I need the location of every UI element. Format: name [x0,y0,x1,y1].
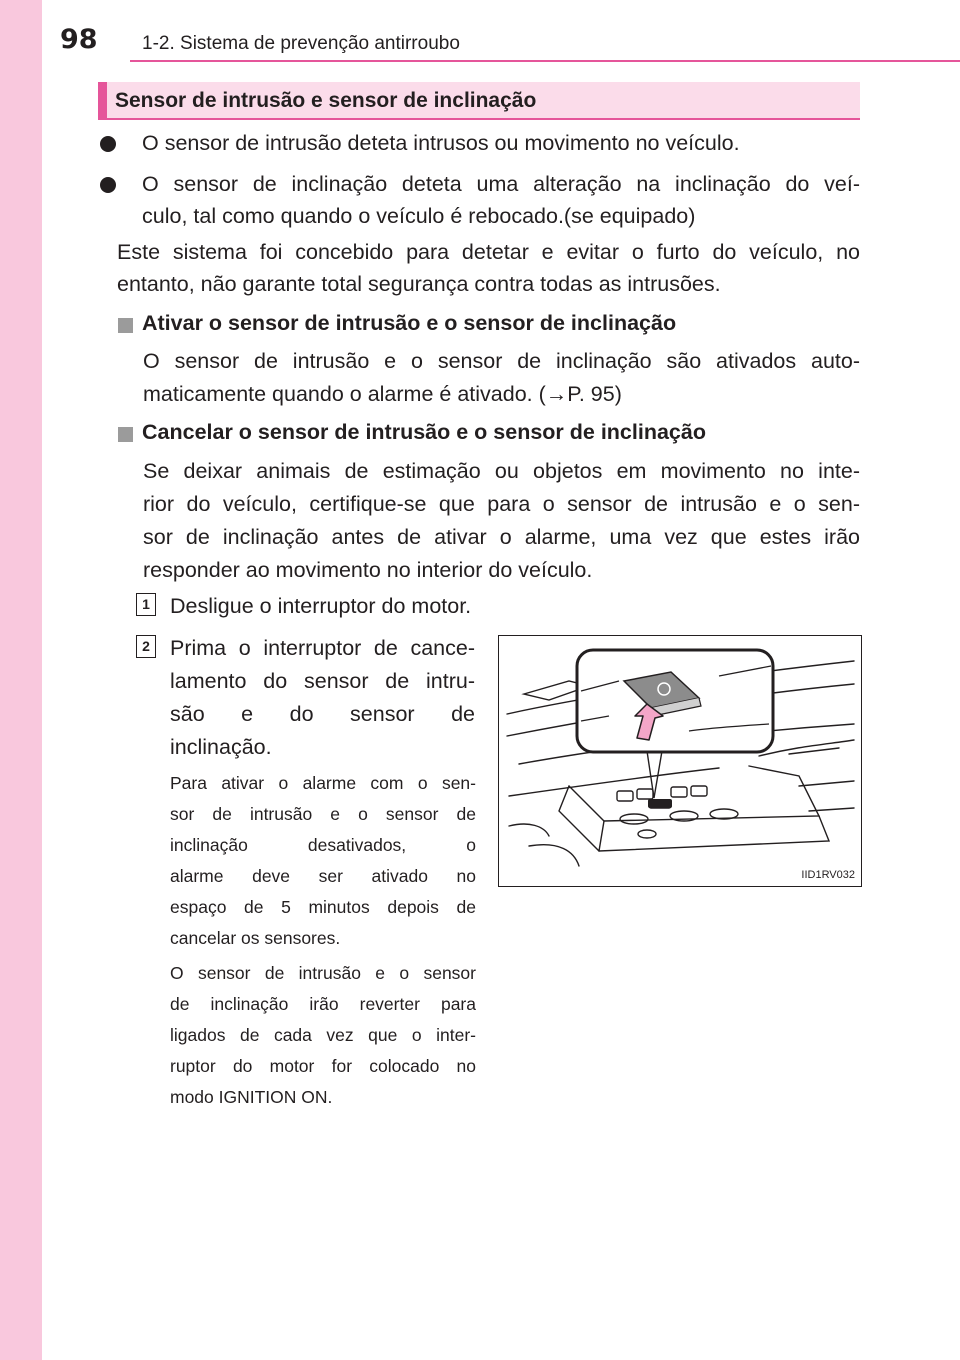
note-line: ligados de cada vez que o inter- [170,1025,476,1045]
section-accent [98,82,107,118]
note-line: alarme deve ser ativado no [170,866,476,886]
step-number-1: 1 [136,593,156,616]
step-2-text: são e do sensor de [170,702,475,726]
step-1-text: Desligue o interruptor do motor. [170,594,472,618]
bullet-text: O sensor de inclinação deteta uma alteração na inclinação do veí- [142,172,860,196]
cancel-line: sor de inclinação antes de ativar o alarme, uma vez que estes irão [143,525,860,549]
note-line: Para ativar o alarme com o sen- [170,773,476,793]
note-line: O sensor de intrusão e o sensor [170,963,476,983]
note-line: inclinação desativados, o [170,835,476,855]
step-2-text: inclinação. [170,735,272,759]
square-marker-icon [118,318,133,333]
intro-line: Este sistema foi concebido para detetar e evitar o furto do veículo, no [117,240,860,264]
activate-heading: Ativar o sensor de intrusão e o sensor de inclinação [142,311,677,335]
activate-line: maticamente quando o alarme é ativado. (→P. 95) [143,382,622,406]
overhead-console-figure [498,635,862,887]
chapter-title: 1-2. Sistema de prevenção antirroubo [142,33,460,54]
section-title: Sensor de intrusão e sensor de inclinação [115,89,537,112]
overhead-console-illustration [499,636,860,885]
bullet-text: culo, tal como quando o veículo é rebocado.(se equipado) [142,204,696,228]
bullet-icon [100,177,116,193]
section-header [98,82,860,120]
header-divider [130,60,960,62]
page-sidebar [0,0,42,1360]
bullet-icon [100,136,116,152]
note-line: modo IGNITION ON. [170,1087,333,1107]
step-2-text: lamento do sensor de intru- [170,669,475,693]
note-line: espaço de 5 minutos depois de [170,897,476,917]
step-2-text: Prima o interruptor de cance- [170,636,475,660]
figure-code: IID1RV032 [801,869,855,881]
note-line: cancelar os sensores. [170,928,341,948]
note-line: de inclinação irão reverter para [170,994,476,1014]
cancel-heading: Cancelar o sensor de intrusão e o sensor de inclinação [142,420,706,444]
bullet-text: O sensor de intrusão deteta intrusos ou movimento no veículo. [142,131,740,155]
activate-line: O sensor de intrusão e o sensor de inclinação são ativados auto- [143,349,860,373]
intro-line: entanto, não garante total segurança contra todas as intrusões. [117,272,721,296]
square-marker-icon [118,427,133,442]
cancel-line: Se deixar animais de estimação ou objetos em movimento no inte- [143,459,860,483]
cancel-line: responder ao movimento no interior do veículo. [143,558,593,582]
step-number-2: 2 [136,635,156,658]
note-line: sor de intrusão e o sensor de [170,804,476,824]
page-number: 98 [60,24,98,55]
cancel-line: rior do veículo, certifique-se que para o sensor de intrusão e o sen- [143,492,860,516]
note-line: ruptor do motor for colocado no [170,1056,476,1076]
